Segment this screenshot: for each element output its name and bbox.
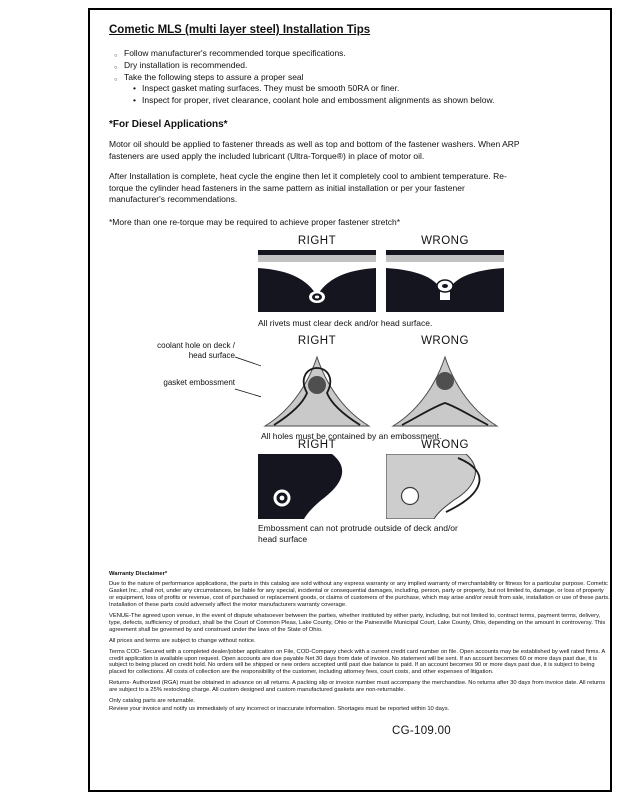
right-label-row3: RIGHT (297, 438, 337, 451)
holes-caption: All holes must be contained by an embossment. (261, 430, 442, 441)
disclaimer-prices-paragraph: All prices and terms are subject to change without notice. (109, 637, 256, 644)
coolant-hole-label: coolant hole on deck / head surface (157, 340, 235, 360)
page-title: Cometic MLS (multi layer steel) Installation Tips (109, 24, 371, 36)
diagram-section (109, 235, 604, 547)
right-label-row2: RIGHT (297, 334, 337, 347)
wrong-label-row3: WRONG (421, 438, 469, 451)
embossment-protrusion-right-diagram (258, 454, 373, 519)
disclaimer-review-line: Review your invoice and notify us immediately of any incorrect or inaccurate information. Shortages must be reported within 10 days. (109, 706, 450, 712)
rivet-clearance-wrong-diagram (386, 250, 504, 312)
diesel-paragraph-oil: Motor oil should be applied to fastener threads as well as top and bottom of the fastener washers. When ARP fasteners are used apply the included lubricant (Ultra-Torque®) in place of motor oil. (109, 139, 520, 161)
catalog-code: CG-109.00 (392, 724, 451, 737)
installation-subtips-list (133, 83, 604, 106)
wrong-label-row1: WRONG (421, 234, 469, 247)
gasket-embossment-label: gasket embossment (163, 377, 235, 387)
embossment-protrusion-wrong-diagram (386, 454, 501, 519)
subtip-item: • Inspect for proper, rivet clearance, coolant hole and embossment alignments as shown below. (133, 95, 604, 107)
tip-item: ○ Take the following steps to assure a proper seal (114, 71, 604, 83)
right-label-row1: RIGHT (297, 234, 337, 247)
disclaimer-venue-paragraph: VENUE-The agreed upon venue, in the event of dispute whatsoever between the parties, whether instituted by either party, including, but not limited to, contract terms, payment terms, delivery, type, defects, sufficiency of product, shall be the Court of Common Pleas, Lake County, Ohio or the Painesville Municipal Court, Lake County, Ohio, depending on the amount in controversy. This agreement shall be governed by and construed under the laws of the State of Ohio. (109, 613, 606, 633)
warranty-disclaimer (109, 571, 610, 713)
document-frame (88, 8, 612, 792)
wrong-label-row2: WRONG (421, 334, 469, 347)
diesel-paragraph-retorque: After Installation is complete, heat cycle the engine then let it completely cool to ambient temperature. Re-torque the cylinder head fasteners in the same pattern as initial installation or per your fastener manufacturer's recommendations. (109, 171, 507, 204)
embossment-containment-right-diagram (261, 351, 373, 427)
rivet-clearance-right-diagram (258, 250, 376, 312)
diesel-applications-heading: *For Diesel Applications* (109, 119, 228, 130)
embossment-containment-wrong-diagram (389, 351, 501, 427)
disclaimer-heading: Warranty Disclaimer* (109, 570, 168, 577)
installation-tips-list (114, 47, 604, 83)
retorque-note: *More than one re-torque may be required to achieve proper fastener stretch* (109, 216, 401, 227)
disclaimer-warranty-paragraph: Due to the nature of performance applications, the parts in this catalog are sold without any express warranty or any implied warranty of merchantability or fitness for a particular purpose. Cometic Gasket Inc., shall not, under any circumstances, be liable for any special, incidental or consequential damages, including, person, party or property, but not limited to, damage, or loss of property or equipment, loss of profits or revenue, cost of purchased or replacement goods, or claims of customers of the purchase, which may arise and/or result from sale, installation or use of these parts. Installation of these parts could adversely affect the motor manufacturers warranty coverage. (109, 581, 610, 609)
disclaimer-catalog-line: Only catalog parts are returnable. (109, 698, 196, 705)
subtip-item: • Inspect gasket mating surfaces. They must be smooth 50RA or finer. (133, 83, 604, 95)
disclaimer-terms-paragraph: Terms COD- Secured with a completed dealer/jobber application on File, COD-Company check with a current credit card number on file. Open accounts may be established by well rated firms. A credit application is available upon request. Open accounts are due payable Net 30 days from date of invoice. No statement will be sent. If an account becomes 60 or more days past due, it is subject to being placed on credit hold. No orders will be shipped or new orders accepted until past due balance is paid. If an account becomes 90 or more days past due, it is subject to being placed for collections. All costs of collection are the responsibility of the customer, including attorney fees, court costs, and other expenses of litigation. (109, 648, 605, 676)
tip-item: ○ Dry installation is recommended. (114, 59, 604, 71)
protrusion-caption: Embossment can not protrude outside of deck and/or head surface (258, 522, 458, 544)
tip-item: ○ Follow manufacturer's recommended torque specifications. (114, 47, 604, 59)
disclaimer-returns-paragraph: Returns- Authorized (RGA) must be obtained in advance on all returns. A packing slip or invoice number must accompany the merchandise. No returns after 30 days from invoice date. All returns are subject to a 25% restocking charge. All custom designed and custom manufactured gaskets are non-returnable. (109, 680, 606, 694)
rivet-caption: All rivets must clear deck and/or head surface. (258, 317, 433, 328)
